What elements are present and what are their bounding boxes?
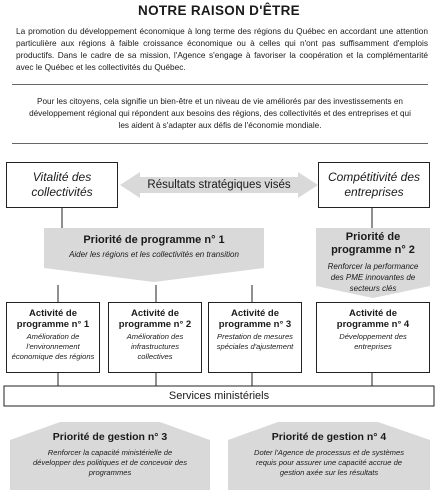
management-priority-3 bbox=[18, 431, 202, 478]
program-activity-2-text: Amélioration des infrastructures collectives bbox=[126, 332, 184, 361]
program-priority-1 bbox=[48, 233, 260, 260]
mission-statement: La promotion du développement économique à long terme des régions du Québec en accordant une attention particulière aux régions à faible croissance économique ou à celles qui n'ont pas suffisamment d'emplois productifs. Dans le cadre de sa mission, l'Agence s'engage à favoriser la coopération et la complémentarité avec le Québec et les collectivités du Québec. bbox=[16, 26, 428, 72]
management-priority-3-title: Priorité de gestion n° 3 bbox=[52, 431, 168, 443]
program-activity-2-title: Activité de programme n° 2 bbox=[118, 308, 192, 330]
program-activity-4-text: Développement des entreprises bbox=[339, 332, 407, 351]
management-priority-3-text: Renforcer la capacité ministérielle de développer des politiques et de concevoir des programmes bbox=[32, 448, 188, 477]
outcome-center-label: Résultats stratégiques visés bbox=[147, 179, 291, 191]
program-activity-1-title: Activité de programme n° 1 bbox=[16, 308, 90, 330]
divider-top bbox=[12, 84, 428, 85]
program-priority-1-title: Priorité de programme n° 1 bbox=[83, 234, 225, 246]
services-label: Services ministériels bbox=[168, 390, 270, 402]
citizens-statement: Pour les citoyens, cela signifie un bien-être et un niveau de vie améliorés par des investissements en développement régional qui répondent aux besoins des régions, des collectivités et des entreprises et qui les aident à s'adapter aux défis de l'économie mondiale. bbox=[29, 97, 411, 130]
management-priority-4-text: Doter l'Agence de processus et de systèmes requis pour assurer une capacité accrue de gestion axée sur les résultats bbox=[253, 448, 405, 477]
program-activity-1 bbox=[6, 302, 100, 373]
program-priority-2-text: Renforcer la performance des PME innovantes de secteurs clés bbox=[327, 262, 419, 293]
management-priority-4 bbox=[236, 431, 422, 478]
program-priority-1-text: Aider les régions et les collectivités en transition bbox=[69, 250, 239, 259]
program-activity-2 bbox=[108, 302, 202, 373]
management-priority-4-title: Priorité de gestion n° 4 bbox=[271, 431, 387, 443]
page-title: NOTRE RAISON D'ÊTRE bbox=[138, 3, 300, 18]
program-priority-2-title: Priorité de programme n° 2 bbox=[331, 231, 415, 256]
program-activity-1-text: Amélioration de l'environnement économique des régions bbox=[11, 332, 95, 361]
outcome-competitiveness-box bbox=[318, 162, 430, 208]
outcome-competitiveness-label: Compétitivité des entreprises bbox=[327, 170, 421, 199]
divider-bottom bbox=[12, 143, 428, 144]
outcome-vitality-box bbox=[6, 162, 118, 208]
outcome-vitality-label: Vitalité des collectivités bbox=[31, 170, 93, 199]
program-activity-3-title: Activité de programme n° 3 bbox=[218, 308, 292, 330]
program-activity-4 bbox=[316, 302, 430, 373]
program-activity-4-title: Activité de programme n° 4 bbox=[336, 308, 410, 330]
program-activity-3 bbox=[208, 302, 302, 373]
program-priority-2 bbox=[320, 231, 426, 294]
program-activity-3-text: Prestation de mesures spéciales d'ajustement bbox=[216, 332, 294, 351]
